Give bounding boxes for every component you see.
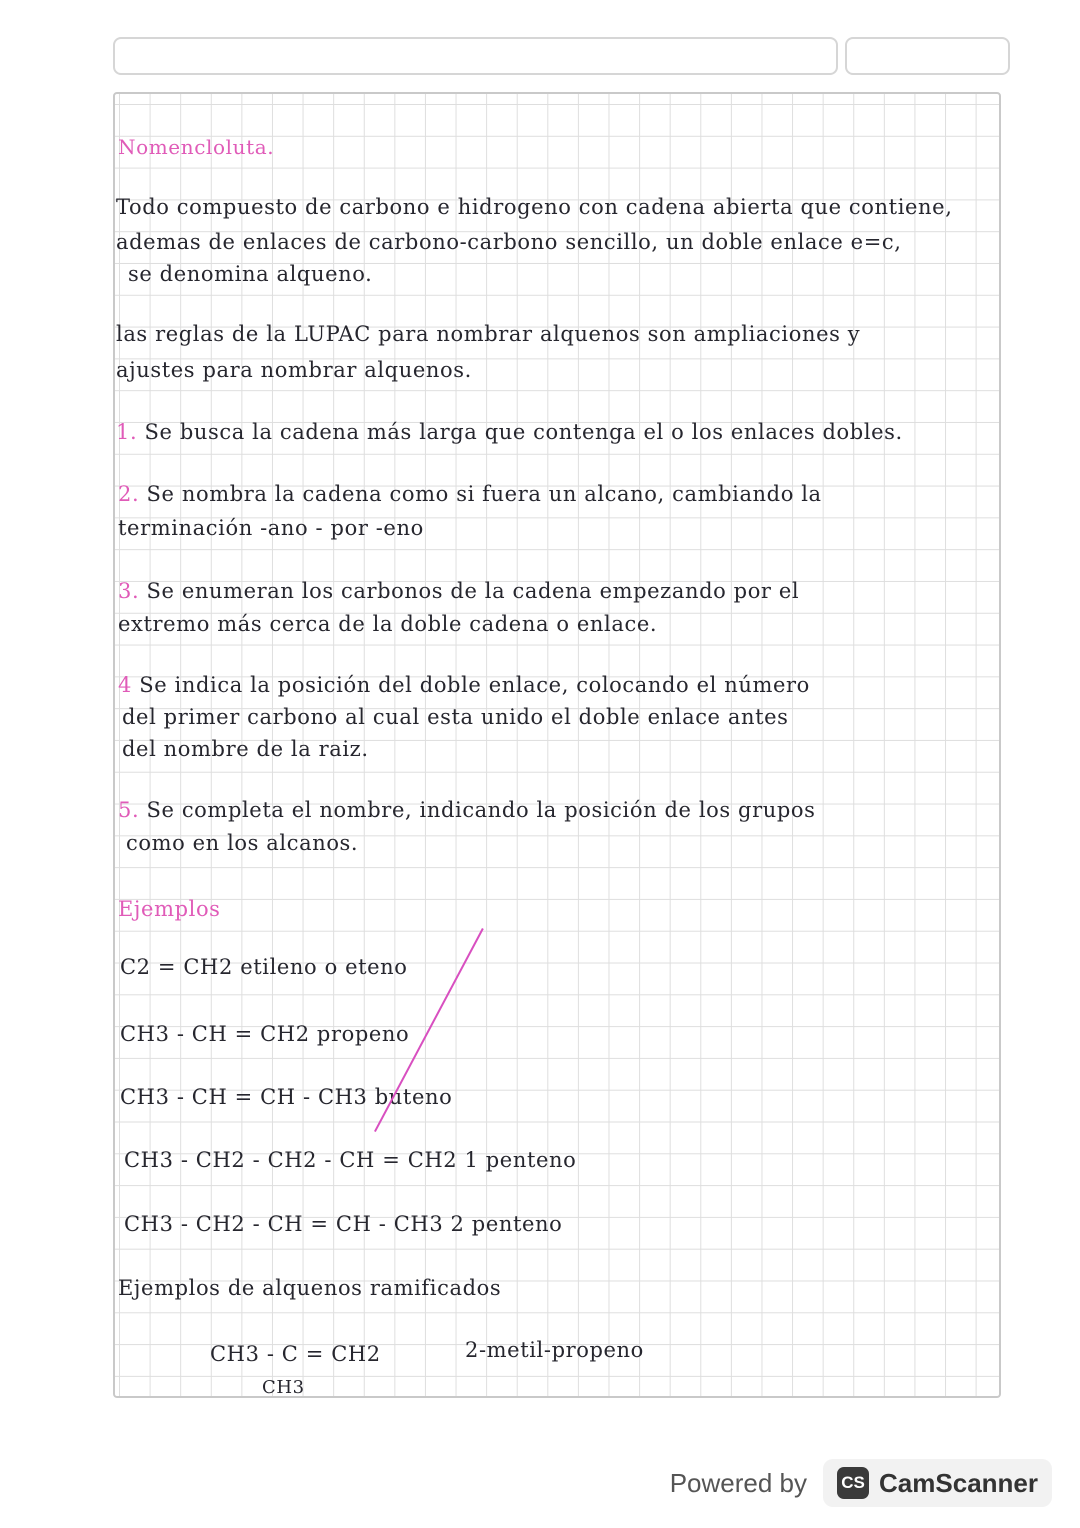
header-field-main	[113, 37, 838, 75]
branched-title: Ejemplos de alquenos ramificados	[118, 1276, 502, 1300]
paragraph2-line-1: las reglas de la LUPAC para nombrar alquenos son ampliaciones y	[116, 322, 861, 346]
rule-3-text: Se enumeran los carbonos de la cadena empezando por el	[146, 579, 800, 603]
paragraph2-line-2: ajustes para nombrar alquenos.	[116, 358, 472, 382]
camscanner-badge	[823, 1459, 1052, 1507]
branched-name: 2-metil-propeno	[465, 1338, 644, 1362]
powered-by-text: Powered by	[669, 1467, 808, 1498]
rule-4-number: 4	[118, 673, 132, 697]
notes-title: Nomencloluta.	[118, 135, 275, 159]
example-1-pentene: CH3 - CH2 - CH2 - CH = CH2 1 penteno	[124, 1148, 577, 1172]
branched-formula: CH3 - C = CH2	[210, 1342, 381, 1366]
rule-5-line-2: como en los alcanos.	[126, 831, 359, 855]
rule-4-text: Se indica la posición del doble enlace, colocando el número	[139, 673, 810, 697]
rule-1-number: 1.	[116, 420, 138, 444]
paragraph1-line-2: ademas de enlaces de carbono-carbono sencillo, un doble enlace e=c,	[116, 230, 902, 254]
example-2-pentene: CH3 - CH2 - CH = CH - CH3 2 penteno	[124, 1212, 563, 1236]
camscanner-logo-icon: CS	[837, 1467, 869, 1499]
rule-2-line-2: terminación -ano - por -eno	[118, 516, 424, 540]
rule-1	[116, 420, 903, 444]
camscanner-brand-name: CamScanner	[879, 1467, 1038, 1498]
examples-title: Ejemplos	[118, 897, 221, 921]
rule-4-line-1	[118, 673, 810, 697]
camscanner-watermark	[670, 1456, 1052, 1510]
rule-1-text: Se busca la cadena más larga que contenga el o los enlaces dobles.	[144, 420, 903, 444]
rule-3-line-2: extremo más cerca de la doble cadena o enlace.	[118, 612, 658, 636]
rule-2-number: 2.	[118, 482, 140, 506]
rule-3-number: 3.	[118, 579, 140, 603]
example-ethene: C2 = CH2 etileno o eteno	[120, 955, 408, 979]
rule-4-line-3: del nombre de la raiz.	[122, 737, 369, 761]
rule-2-text: Se nombra la cadena como si fuera un alcano, cambiando la	[146, 482, 822, 506]
example-butene: CH3 - CH = CH - CH3 buteno	[120, 1085, 453, 1109]
rule-2-line-1	[118, 482, 822, 506]
header-field-side	[845, 37, 1010, 75]
rule-5-text: Se completa el nombre, indicando la posición de los grupos	[146, 798, 816, 822]
example-propene: CH3 - CH = CH2 propeno	[120, 1022, 410, 1046]
paragraph1-line-1: Todo compuesto de carbono e hidrogeno con cadena abierta que contiene,	[116, 195, 953, 219]
rule-4-line-2: del primer carbono al cual esta unido el doble enlace antes	[122, 705, 789, 729]
paragraph1-line-3: se denomina alqueno.	[128, 262, 373, 286]
branched-substituent: CH3	[262, 1377, 305, 1398]
rule-5-number: 5.	[118, 798, 140, 822]
rule-3-line-1	[118, 579, 799, 603]
rule-5-line-1	[118, 798, 816, 822]
